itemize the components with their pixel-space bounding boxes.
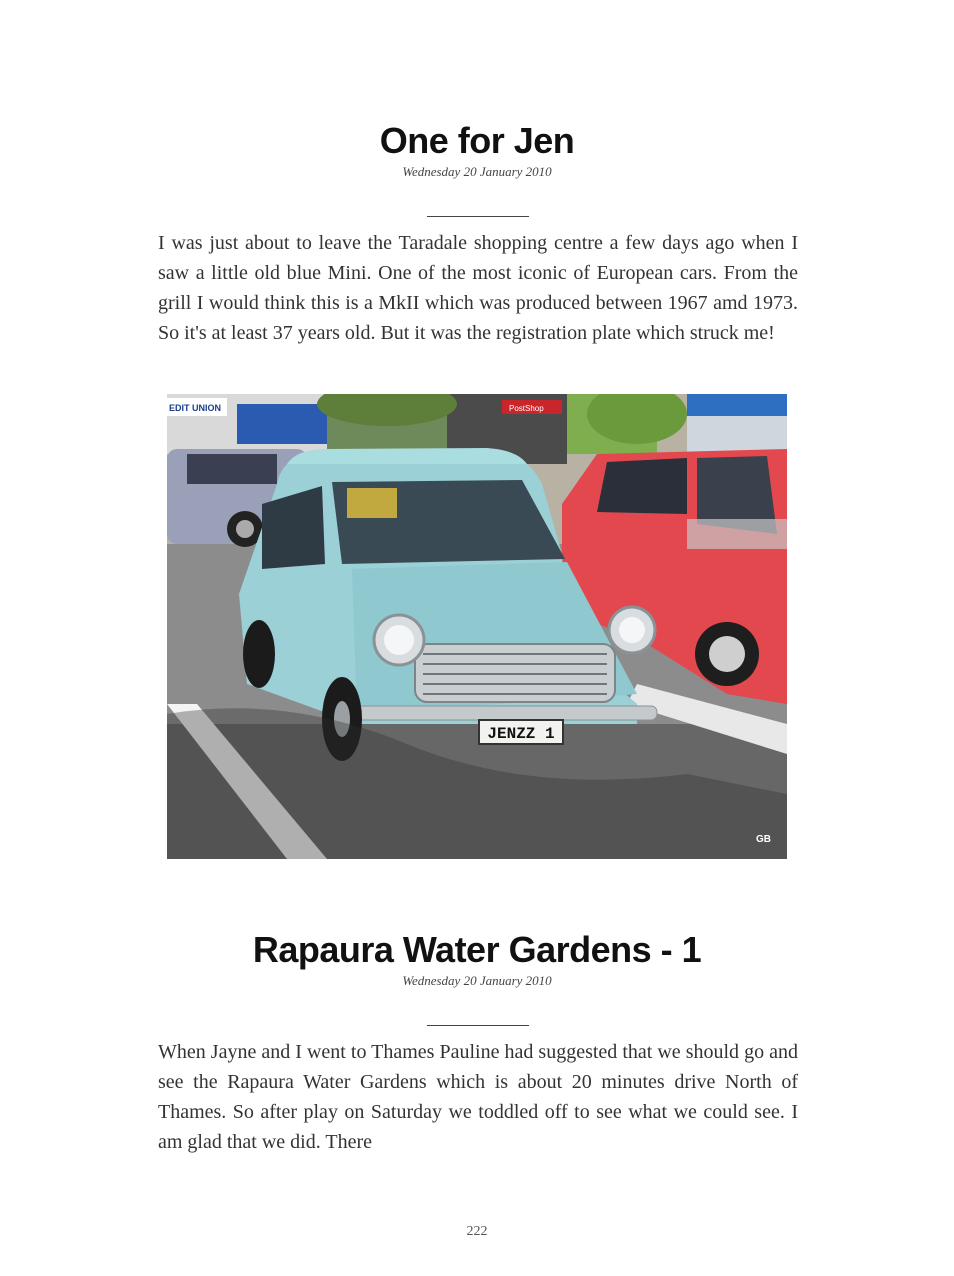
divider-2: [427, 1025, 529, 1026]
photo-credit: GB: [756, 834, 771, 845]
divider: [427, 216, 529, 217]
post-title-2: Rapaura Water Gardens - 1: [252, 929, 702, 970]
mini-car-photo: [167, 394, 787, 859]
post-body-2: When Jayne and I went to Thames Pauline had suggested that we should go and see the Rapaura Water Gardens which is about 20 minutes drive North of Thames. So after play on Saturday we toddled off to see what we could see. I am glad that we did. There: [158, 1041, 798, 1153]
postshop-sign-text: PostShop: [509, 404, 544, 413]
number-plate-text: JENZZ 1: [487, 725, 555, 743]
post-body: I was just about to leave the Taradale shopping centre a few days ago when I saw a little old blue Mini. One of the most iconic of European cars. From the grill I would think this is a MkII which was produced between 1967 amd 1973. So it's at least 37 years old. But it was the registration plate which struck me!: [158, 232, 798, 344]
page-number: 222: [466, 1224, 488, 1239]
post-date: Wednesday 20 January 2010: [402, 164, 552, 179]
shop-sign-text: EDIT UNION: [169, 403, 222, 413]
post-date-2: Wednesday 20 January 2010: [402, 973, 552, 988]
post-title: One for Jen: [379, 120, 575, 161]
